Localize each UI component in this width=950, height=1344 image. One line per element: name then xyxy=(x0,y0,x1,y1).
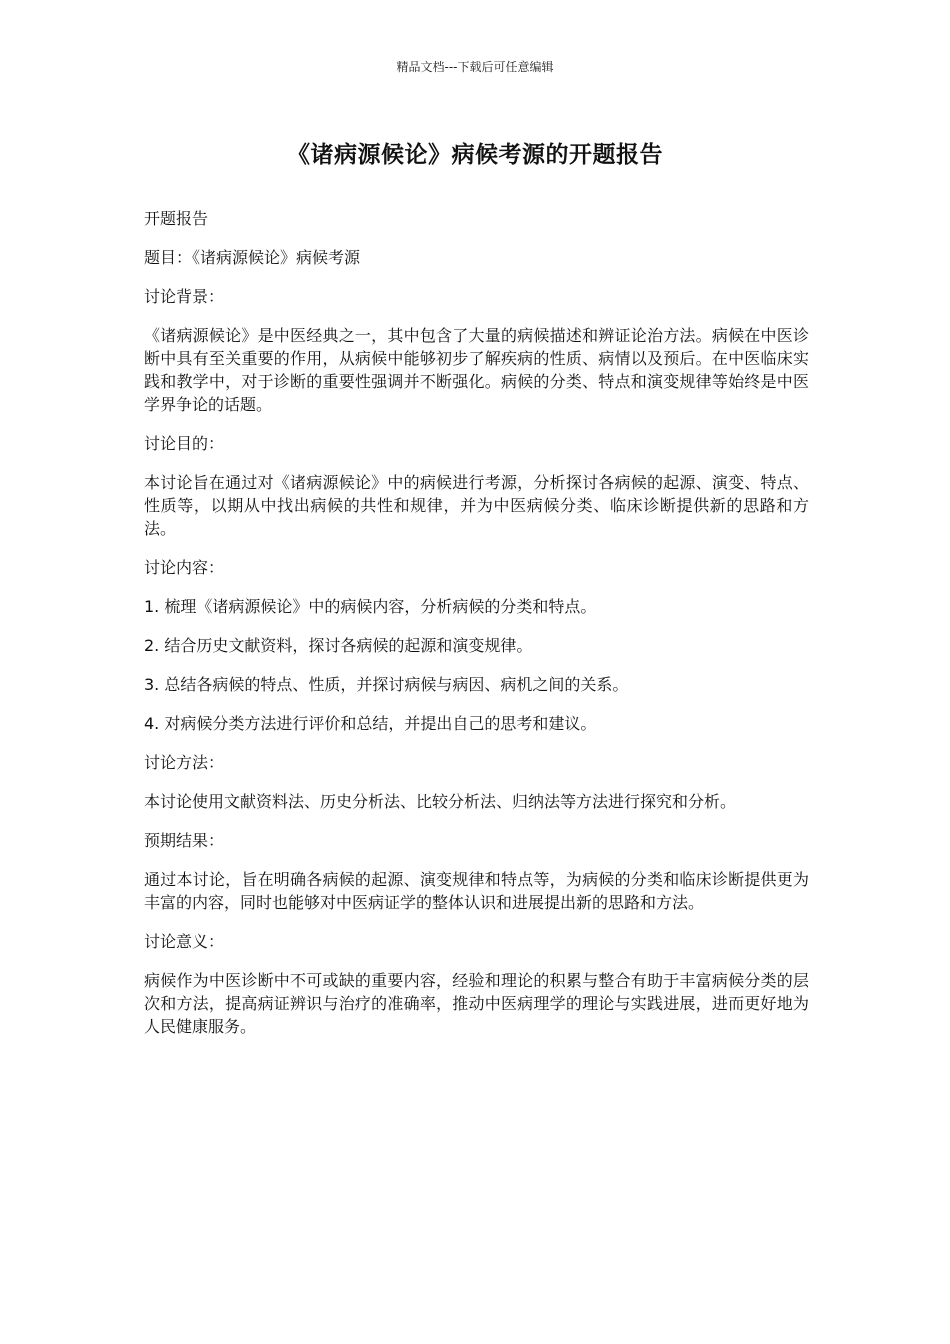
section-heading-purpose: 讨论目的： xyxy=(144,434,225,453)
paragraph-background: 《诸病源候论》是中医经典之一，其中包含了大量的病候描述和辨证论治方法。病候在中医诊断中具有至关重要的作用，从病候中能够初步了解疾病的性质、病情以及预后。在中医临床实践和教学中，对于诊断的重要性强调并不断强化。病候的分类、特点和演变规律等始终是中医学界争论的话题。 xyxy=(144,326,809,414)
paragraph-significance: 病候作为中医诊断中不可或缺的重要内容，经验和理论的积累与整合有助于丰富病候分类的层次和方法，提高病证辨识与治疗的准确率，推动中医病理学的理论与实践进展，进而更好地为人民健康服务。 xyxy=(144,971,809,1036)
section-heading-significance: 讨论意义： xyxy=(144,932,225,951)
document-body xyxy=(144,207,809,1054)
section-heading-content: 讨论内容： xyxy=(144,558,225,577)
content-item-3: 3. 总结各病候的特点、性质，并探讨病候与病因、病机之间的关系。 xyxy=(144,675,629,694)
paragraph-expected-results: 通过本讨论，旨在明确各病候的起源、演变规律和特点等，为病候的分类和临床诊断提供更为丰富的内容，同时也能够对中医病证学的整体认识和进展提出新的思路和方法。 xyxy=(144,870,809,912)
paragraph-report-label: 开题报告 xyxy=(144,209,209,228)
section-heading-background: 讨论背景： xyxy=(144,287,225,306)
content-item-2: 2. 结合历史文献资料，探讨各病候的起源和演变规律。 xyxy=(144,636,533,655)
content-item-1: 1. 梳理《诸病源候论》中的病候内容，分析病候的分类和特点。 xyxy=(144,597,597,616)
section-heading-expected-results: 预期结果： xyxy=(144,831,225,850)
paragraph-purpose: 本讨论旨在通过对《诸病源候论》中的病候进行考源，分析探讨各病候的起源、演变、特点、性质等，以期从中找出病候的共性和规律，并为中医病候分类、临床诊断提供新的思路和方法。 xyxy=(144,473,809,538)
section-heading-method: 讨论方法： xyxy=(144,753,225,772)
paragraph-method: 本讨论使用文献资料法、历史分析法、比较分析法、归纳法等方法进行探究和分析。 xyxy=(144,792,737,811)
header-note: 精品文档---下载后可任意编辑 xyxy=(396,60,554,74)
document-title: 《诸病源候论》病候考源的开题报告 xyxy=(287,142,663,168)
content-item-4: 4. 对病候分类方法进行评价和总结，并提出自己的思考和建议。 xyxy=(144,714,597,733)
paragraph-topic: 题目：《诸病源候论》病候考源 xyxy=(144,248,361,267)
